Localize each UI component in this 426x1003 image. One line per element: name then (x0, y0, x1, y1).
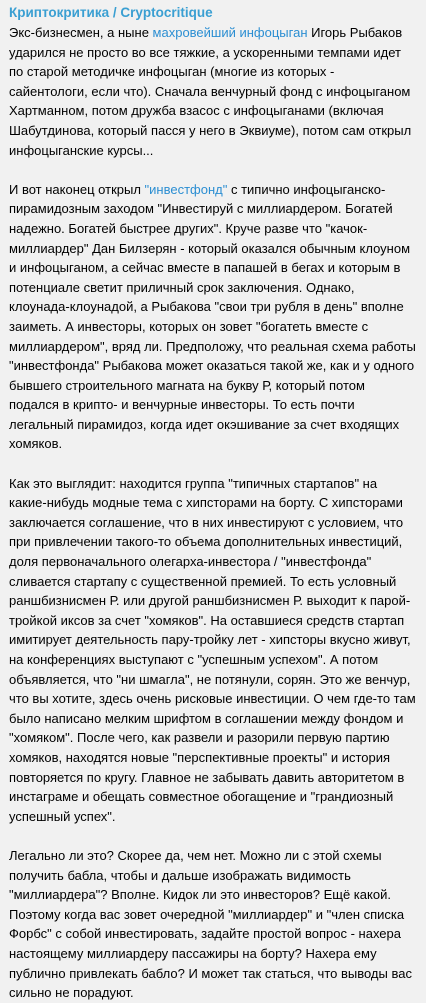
investfond-link[interactable]: "инвестфонд" (144, 181, 228, 197)
post-paragraph-2 (9, 180, 416, 454)
paragraph-2-text-start: И вот наконец открыл (9, 181, 145, 197)
post-paragraph-3: Как это выглядит: находится группа "типичных стартапов" на какие-нибудь модные тема с хипсторами на борту. С хипсторами заключается соглашение, что в них инвестируют с условием, что при привлечении такого-то объема дополнительных инвестиций, доля первоначального олегарха-инвестора / "инвестфонда" сливается стартапу с существенной премией. То есть условный раншбизнисмен Р. или другой раншбизнисмен Р. выходит к парой-тройкой иксов за счет "хомяков". На оставшиеся средств стартап имитирует деятельность пару-тройку лет - хипсторы вкусно живут, на конференциях выступают с "успешным успехом". А потом объявляется, что "ни шмагла", не потянули, сорян. Это же венчур, что вы хотите, здесь очень рисковые инвестиции. О чем где-то там было написано мелким шрифтом в соглашении между фондом и "хомяком". После чего, как развели и разорили первую партию хомяков, находятся новые "перспективные проекты" и история повторяется по кругу. Главное не забывать давить авторитетом в инстаграме и обещать совместное обогащение и "грандиозный успешный успех". (9, 475, 416, 824)
post-paragraph-4: Легально ли это? Скорее да, чем нет. Можно ли с этой схемы получить бабла, чтобы и дальше изображать видимость "миллиардера"? Вполне. Кидок ли это инвесторов? Ещё какой. Поэтому когда вас зовет очередной "миллиардер" и "член списка Форбс" с собой инвестировать, задайте простой вопрос - нахера настоящему миллиардеру пассажиры на борту? Нахера ему публично привлекать бабло? И может так статься, что выводы вас сильно не порадуют. (9, 847, 412, 1001)
paragraph-1-text-start: Экс-бизнесмен, а ныне (9, 25, 153, 40)
post-paragraph-1 (9, 23, 416, 160)
infocygan-link[interactable]: махровейший инфоцыган (152, 25, 308, 40)
channel-title[interactable]: Криптокритика / Cryptocritique (9, 5, 213, 20)
paragraph-1-text-end: Игорь Рыбаков ударился не просто во все тяжкие, а ускоренными темпами идет по старой методичке инфоцыган (многие из которых - сайентологи, если что). Сначала венчурный фонд с инфоцыганом Хартманном, потом дружба взасос с инфоцыганами (включая Шабутдинова, который пасся у него в Эквиуме), потом сам открыл инфоцыганские курсы... (9, 25, 412, 158)
paragraph-2-text-end: с типично инфоцыганско-пирамидозным заходом "Инвестируй с миллиардером. Богатей надежно. Богатей быстрее других". Круче разве что "качок-миллиардер" Дан Билзерян - который оказался обычным клоуном и инфоцыганом, а сейчас вместе в папашей в бегах и которым в потенциале светит приличный срок заключения. Однако, клоунада-клоунадой, а Рыбакова "свои три рубля в день" вполне заиметь. А инвесторы, которых он зовет "богатеть вместе с миллиардером", вряд ли. Предположу, что реальная схема работы "инвестфонда" Рыбакова может оказаться такой же, как и у одного бывшего строительного магната на букву Р, который потом подался в крипто- и венчурные инвесторы. То есть почти легальный пирамидоз, когда идет окэшивание за счет входящих хомяков. (9, 181, 416, 452)
